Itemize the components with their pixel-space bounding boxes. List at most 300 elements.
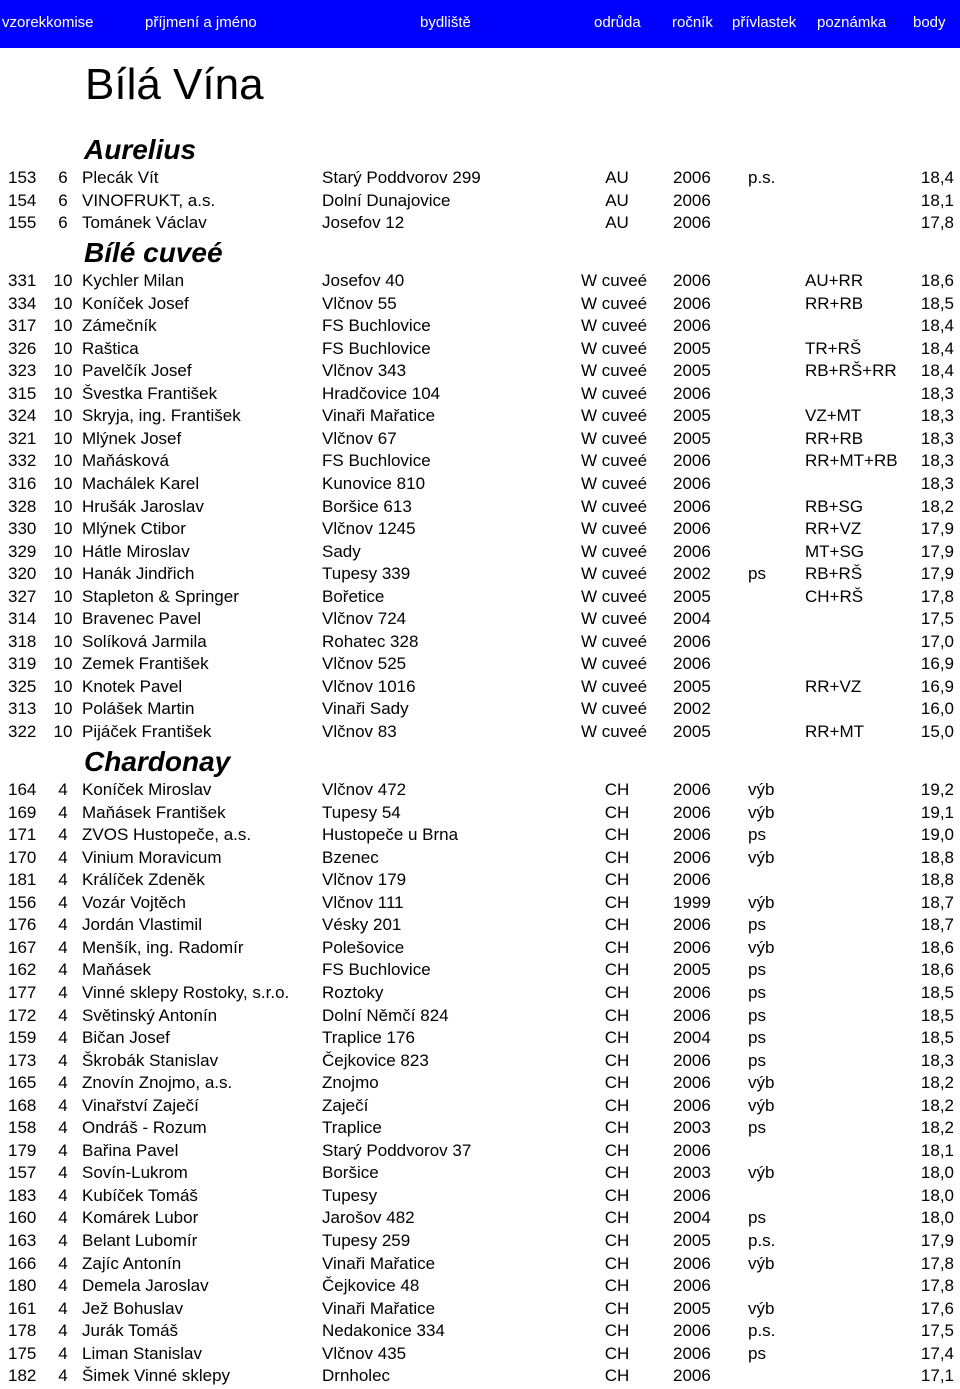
cell-variety: CH bbox=[604, 960, 630, 979]
cell-grower-name: Švestka František bbox=[82, 384, 218, 403]
cell-points: 18,6 bbox=[920, 960, 954, 979]
cell-grower-name: VINOFRUKT, a.s. bbox=[82, 191, 216, 210]
cell-grower-name: Zámečník bbox=[82, 316, 157, 335]
table-row bbox=[0, 1005, 960, 1027]
cell-points: 18,4 bbox=[920, 361, 954, 380]
cell-variety: CH bbox=[604, 1366, 630, 1385]
cell-sample-number: 315 bbox=[8, 384, 37, 403]
cell-vintage: 2005 bbox=[673, 960, 711, 979]
cell-variety: CH bbox=[604, 1141, 630, 1160]
cell-residence: Vinaři Mařatice bbox=[322, 406, 436, 425]
table-row bbox=[0, 608, 960, 630]
cell-residence: Josefov 40 bbox=[322, 271, 405, 290]
cell-vintage: 2005 bbox=[673, 677, 711, 696]
cell-variety: W cuveé bbox=[581, 609, 648, 628]
cell-variety: W cuveé bbox=[581, 632, 648, 651]
cell-residence: Boršice 613 bbox=[322, 497, 412, 516]
cell-sample-number: 164 bbox=[8, 780, 37, 799]
cell-committee: 4 bbox=[58, 1163, 68, 1182]
cell-note: RB+RŠ+RR bbox=[805, 361, 897, 380]
cell-sample-number: 171 bbox=[8, 825, 37, 844]
cell-committee: 10 bbox=[53, 316, 73, 335]
cell-vintage: 2006 bbox=[673, 1344, 711, 1363]
cell-variety: W cuveé bbox=[581, 429, 648, 448]
cell-grower-name: Plecák Vít bbox=[82, 168, 159, 187]
cell-attribute: ps bbox=[748, 960, 766, 979]
cell-committee: 4 bbox=[58, 870, 68, 889]
cell-vintage: 2003 bbox=[673, 1118, 711, 1137]
cell-vintage: 2006 bbox=[673, 519, 711, 538]
cell-grower-name: Skryja, ing. František bbox=[82, 406, 241, 425]
cell-grower-name: Liman Stanislav bbox=[82, 1344, 203, 1363]
cell-variety: W cuveé bbox=[581, 519, 648, 538]
cell-points: 16,9 bbox=[920, 654, 954, 673]
cell-vintage: 2006 bbox=[673, 294, 711, 313]
cell-vintage: 2005 bbox=[673, 429, 711, 448]
cell-sample-number: 169 bbox=[8, 803, 37, 822]
cell-vintage: 2005 bbox=[673, 1231, 711, 1250]
cell-committee: 10 bbox=[53, 542, 73, 561]
cell-sample-number: 157 bbox=[8, 1163, 37, 1182]
cell-sample-number: 321 bbox=[8, 429, 37, 448]
cell-vintage: 2006 bbox=[673, 938, 711, 957]
cell-points: 18,4 bbox=[920, 168, 954, 187]
cell-committee: 4 bbox=[58, 960, 68, 979]
cell-attribute: ps bbox=[748, 1344, 766, 1363]
cell-vintage: 2006 bbox=[673, 451, 711, 470]
cell-vintage: 2006 bbox=[673, 915, 711, 934]
cell-committee: 4 bbox=[58, 1051, 68, 1070]
cell-vintage: 2006 bbox=[673, 168, 711, 187]
cell-attribute: ps bbox=[748, 1006, 766, 1025]
cell-sample-number: 155 bbox=[8, 213, 37, 232]
cell-points: 18,5 bbox=[920, 294, 954, 313]
cell-sample-number: 168 bbox=[8, 1096, 37, 1115]
table-row bbox=[0, 1320, 960, 1342]
cell-grower-name: Knotek Pavel bbox=[82, 677, 183, 696]
cell-note: RB+SG bbox=[805, 497, 864, 516]
header-col-residence: bydliště bbox=[420, 14, 471, 31]
cell-grower-name: Králíček Zdeněk bbox=[82, 870, 205, 889]
cell-committee: 10 bbox=[53, 361, 73, 380]
cell-grower-name: Stapleton & Springer bbox=[82, 587, 239, 606]
cell-committee: 4 bbox=[58, 1344, 68, 1363]
cell-residence: Drnholec bbox=[322, 1366, 391, 1385]
cell-points: 18,2 bbox=[920, 1096, 954, 1115]
table-row bbox=[0, 293, 960, 315]
cell-vintage: 2006 bbox=[673, 474, 711, 493]
table-row bbox=[0, 405, 960, 427]
cell-variety: CH bbox=[604, 1073, 630, 1092]
cell-sample-number: 170 bbox=[8, 848, 37, 867]
table-row bbox=[0, 190, 960, 212]
cell-variety: W cuveé bbox=[581, 406, 648, 425]
cell-variety: W cuveé bbox=[581, 542, 648, 561]
cell-vintage: 2006 bbox=[673, 825, 711, 844]
cell-residence: Znojmo bbox=[322, 1073, 379, 1092]
cell-vintage: 2006 bbox=[673, 497, 711, 516]
cell-committee: 10 bbox=[53, 564, 73, 583]
cell-grower-name: Koníček Josef bbox=[82, 294, 189, 313]
cell-sample-number: 319 bbox=[8, 654, 37, 673]
cell-grower-name: Pijáček František bbox=[82, 722, 212, 741]
cell-sample-number: 182 bbox=[8, 1366, 37, 1385]
cell-vintage: 2006 bbox=[673, 1141, 711, 1160]
cell-sample-number: 183 bbox=[8, 1186, 37, 1205]
cell-sample-number: 318 bbox=[8, 632, 37, 651]
cell-points: 17,8 bbox=[920, 1276, 954, 1295]
cell-residence: Dolní Dunajovice bbox=[322, 191, 451, 210]
cell-vintage: 2005 bbox=[673, 1299, 711, 1318]
cell-committee: 10 bbox=[53, 429, 73, 448]
cell-vintage: 2006 bbox=[673, 848, 711, 867]
cell-sample-number: 172 bbox=[8, 1006, 37, 1025]
cell-sample-number: 329 bbox=[8, 542, 37, 561]
cell-variety: W cuveé bbox=[581, 316, 648, 335]
cell-residence: Čejkovice 823 bbox=[322, 1051, 429, 1070]
cell-grower-name: Machálek Karel bbox=[82, 474, 200, 493]
cell-points: 16,0 bbox=[920, 699, 954, 718]
cell-variety: AU bbox=[605, 213, 629, 232]
cell-residence: Roztoky bbox=[322, 983, 384, 1002]
cell-vintage: 2006 bbox=[673, 1366, 711, 1385]
cell-grower-name: Tománek Václav bbox=[82, 213, 207, 232]
table-row bbox=[0, 338, 960, 360]
cell-residence: Tupesy bbox=[322, 1186, 378, 1205]
table-row bbox=[0, 1230, 960, 1252]
cell-vintage: 2004 bbox=[673, 609, 711, 628]
cell-vintage: 2006 bbox=[673, 1006, 711, 1025]
cell-committee: 4 bbox=[58, 1118, 68, 1137]
cell-residence: Tupesy 54 bbox=[322, 803, 401, 822]
cell-committee: 10 bbox=[53, 384, 73, 403]
cell-points: 17,0 bbox=[920, 632, 954, 651]
cell-committee: 10 bbox=[53, 632, 73, 651]
cell-variety: W cuveé bbox=[581, 699, 648, 718]
cell-variety: CH bbox=[604, 893, 630, 912]
cell-residence: Vlčnov 435 bbox=[322, 1344, 407, 1363]
cell-vintage: 2006 bbox=[673, 1051, 711, 1070]
cell-sample-number: 180 bbox=[8, 1276, 37, 1295]
cell-attribute: výb bbox=[748, 893, 775, 912]
cell-vintage: 2006 bbox=[673, 1073, 711, 1092]
table-row bbox=[0, 450, 960, 472]
cell-note: CH+RŠ bbox=[805, 587, 864, 606]
cell-vintage: 2006 bbox=[673, 542, 711, 561]
section-heading: Bílé cuveé bbox=[84, 237, 223, 268]
cell-attribute: p.s. bbox=[748, 168, 776, 187]
cell-variety: W cuveé bbox=[581, 361, 648, 380]
cell-vintage: 2006 bbox=[673, 213, 711, 232]
cell-points: 17,8 bbox=[920, 1254, 954, 1273]
cell-vintage: 2006 bbox=[673, 1186, 711, 1205]
table-row bbox=[0, 473, 960, 495]
cell-committee: 4 bbox=[58, 893, 68, 912]
cell-residence: Vinaři Mařatice bbox=[322, 1254, 436, 1273]
cell-points: 18,3 bbox=[920, 1051, 954, 1070]
cell-committee: 4 bbox=[58, 1096, 68, 1115]
table-row bbox=[0, 212, 960, 234]
table-row bbox=[0, 518, 960, 540]
cell-sample-number: 153 bbox=[8, 168, 37, 187]
cell-note: MT+SG bbox=[805, 542, 865, 561]
cell-note: RR+MT+RB bbox=[805, 451, 898, 470]
cell-residence: Sady bbox=[322, 542, 361, 561]
cell-attribute: výb bbox=[748, 848, 775, 867]
cell-vintage: 2006 bbox=[673, 803, 711, 822]
cell-sample-number: 330 bbox=[8, 519, 37, 538]
table-row bbox=[0, 270, 960, 292]
cell-grower-name: Menšík, ing. Radomír bbox=[82, 938, 244, 957]
cell-note: RR+VZ bbox=[805, 677, 862, 696]
cell-variety: CH bbox=[604, 848, 630, 867]
cell-grower-name: Mlýnek Josef bbox=[82, 429, 182, 448]
cell-sample-number: 173 bbox=[8, 1051, 37, 1070]
cell-residence: Josefov 12 bbox=[322, 213, 405, 232]
cell-residence: Polešovice bbox=[322, 938, 405, 957]
cell-points: 18,3 bbox=[920, 384, 954, 403]
cell-variety: W cuveé bbox=[581, 654, 648, 673]
table-row bbox=[0, 721, 960, 743]
cell-attribute: p.s. bbox=[748, 1231, 776, 1250]
cell-grower-name: Hátle Miroslav bbox=[82, 542, 190, 561]
cell-grower-name: Kubíček Tomáš bbox=[82, 1186, 198, 1205]
cell-vintage: 2005 bbox=[673, 406, 711, 425]
cell-grower-name: Kychler Milan bbox=[82, 271, 185, 290]
cell-variety: AU bbox=[605, 191, 629, 210]
cell-residence: Vésky 201 bbox=[322, 915, 402, 934]
cell-sample-number: 159 bbox=[8, 1028, 37, 1047]
cell-points: 15,0 bbox=[920, 722, 954, 741]
cell-variety: CH bbox=[604, 983, 630, 1002]
cell-vintage: 2002 bbox=[673, 699, 711, 718]
cell-committee: 4 bbox=[58, 983, 68, 1002]
page-title: Bílá Vína bbox=[85, 60, 264, 109]
cell-sample-number: 161 bbox=[8, 1299, 37, 1318]
cell-note: AU+RR bbox=[805, 271, 864, 290]
cell-residence: Traplice 176 bbox=[322, 1028, 415, 1047]
cell-grower-name: Raštica bbox=[82, 339, 139, 358]
table-row bbox=[0, 1365, 960, 1387]
cell-variety: CH bbox=[604, 1344, 630, 1363]
cell-points: 18,2 bbox=[920, 497, 954, 516]
cell-committee: 4 bbox=[58, 1276, 68, 1295]
cell-vintage: 2006 bbox=[673, 1254, 711, 1273]
cell-residence: Kunovice 810 bbox=[322, 474, 426, 493]
cell-points: 18,5 bbox=[920, 1006, 954, 1025]
cell-vintage: 2005 bbox=[673, 361, 711, 380]
cell-grower-name: Světinský Antonín bbox=[82, 1006, 218, 1025]
cell-residence: Bzenec bbox=[322, 848, 379, 867]
table-row bbox=[0, 779, 960, 801]
cell-variety: CH bbox=[604, 1163, 630, 1182]
cell-points: 18,2 bbox=[920, 1118, 954, 1137]
cell-residence: Nedakonice 334 bbox=[322, 1321, 445, 1340]
cell-committee: 4 bbox=[58, 1321, 68, 1340]
table-row bbox=[0, 959, 960, 981]
cell-variety: CH bbox=[604, 1208, 630, 1227]
cell-sample-number: 326 bbox=[8, 339, 37, 358]
cell-variety: CH bbox=[604, 780, 630, 799]
cell-committee: 10 bbox=[53, 677, 73, 696]
cell-residence: Vlčnov 83 bbox=[322, 722, 397, 741]
cell-committee: 4 bbox=[58, 1254, 68, 1273]
cell-committee: 10 bbox=[53, 722, 73, 741]
cell-sample-number: 316 bbox=[8, 474, 37, 493]
table-row bbox=[0, 428, 960, 450]
cell-variety: CH bbox=[604, 1321, 630, 1340]
table-row bbox=[0, 586, 960, 608]
cell-variety: W cuveé bbox=[581, 451, 648, 470]
cell-residence: Vlčnov 1016 bbox=[322, 677, 416, 696]
cell-attribute: ps bbox=[748, 1028, 766, 1047]
cell-sample-number: 154 bbox=[8, 191, 37, 210]
cell-sample-number: 167 bbox=[8, 938, 37, 957]
cell-points: 18,8 bbox=[920, 870, 954, 889]
cell-variety: CH bbox=[604, 1096, 630, 1115]
table-row bbox=[0, 676, 960, 698]
cell-grower-name: ZVOS Hustopeče, a.s. bbox=[82, 825, 252, 844]
header-col-attribute: přívlastek bbox=[732, 14, 797, 31]
cell-variety: CH bbox=[604, 915, 630, 934]
cell-points: 18,6 bbox=[920, 271, 954, 290]
table-row bbox=[0, 315, 960, 337]
cell-sample-number: 177 bbox=[8, 983, 37, 1002]
section-heading: Aurelius bbox=[84, 134, 197, 165]
cell-sample-number: 317 bbox=[8, 316, 37, 335]
cell-grower-name: Hanák Jindřich bbox=[82, 564, 195, 583]
cell-vintage: 2006 bbox=[673, 191, 711, 210]
cell-committee: 4 bbox=[58, 1366, 68, 1385]
cell-variety: CH bbox=[604, 1186, 630, 1205]
cell-sample-number: 314 bbox=[8, 609, 37, 628]
cell-variety: W cuveé bbox=[581, 722, 648, 741]
table-row bbox=[0, 541, 960, 563]
cell-residence: Vlčnov 1245 bbox=[322, 519, 416, 538]
table-row bbox=[0, 496, 960, 518]
header-col-vintage: ročník bbox=[672, 14, 713, 31]
cell-residence: FS Buchlovice bbox=[322, 339, 431, 358]
cell-sample-number: 160 bbox=[8, 1208, 37, 1227]
cell-points: 18,5 bbox=[920, 1028, 954, 1047]
cell-vintage: 2004 bbox=[673, 1208, 711, 1227]
cell-variety: W cuveé bbox=[581, 294, 648, 313]
table-row bbox=[0, 698, 960, 720]
cell-committee: 4 bbox=[58, 1028, 68, 1047]
cell-vintage: 2006 bbox=[673, 632, 711, 651]
header-col-points: body bbox=[913, 14, 946, 31]
cell-variety: W cuveé bbox=[581, 339, 648, 358]
cell-variety: CH bbox=[604, 1006, 630, 1025]
cell-variety: CH bbox=[604, 825, 630, 844]
cell-attribute: výb bbox=[748, 1299, 775, 1318]
table-row bbox=[0, 1072, 960, 1094]
cell-residence: Vinaři Mařatice bbox=[322, 1299, 436, 1318]
cell-variety: CH bbox=[604, 1276, 630, 1295]
cell-sample-number: 320 bbox=[8, 564, 37, 583]
cell-points: 17,8 bbox=[920, 213, 954, 232]
cell-committee: 4 bbox=[58, 825, 68, 844]
table-row bbox=[0, 847, 960, 869]
cell-committee: 10 bbox=[53, 587, 73, 606]
cell-sample-number: 176 bbox=[8, 915, 37, 934]
cell-points: 17,1 bbox=[920, 1366, 954, 1385]
cell-points: 17,5 bbox=[920, 1321, 954, 1340]
header-col-sample: vzorek bbox=[2, 14, 47, 31]
cell-points: 18,4 bbox=[920, 339, 954, 358]
table-row bbox=[0, 1298, 960, 1320]
cell-grower-name: Znovín Znojmo, a.s. bbox=[82, 1073, 233, 1092]
cell-variety: W cuveé bbox=[581, 587, 648, 606]
cell-vintage: 2006 bbox=[673, 654, 711, 673]
cell-residence: Dolní Němčí 824 bbox=[322, 1006, 449, 1025]
cell-points: 17,6 bbox=[920, 1299, 954, 1318]
table-row bbox=[0, 869, 960, 891]
cell-variety: CH bbox=[604, 1231, 630, 1250]
cell-grower-name: Zemek František bbox=[82, 654, 209, 673]
table-row bbox=[0, 563, 960, 585]
table-row bbox=[0, 653, 960, 675]
cell-grower-name: Komárek Lubor bbox=[82, 1208, 199, 1227]
cell-grower-name: Zajíc Antonín bbox=[82, 1254, 182, 1273]
cell-attribute: výb bbox=[748, 938, 775, 957]
cell-grower-name: Pavelčík Josef bbox=[82, 361, 192, 380]
cell-points: 19,0 bbox=[920, 825, 954, 844]
cell-residence: Vlčnov 472 bbox=[322, 780, 407, 799]
cell-committee: 10 bbox=[53, 294, 73, 313]
cell-committee: 10 bbox=[53, 406, 73, 425]
cell-attribute: ps bbox=[748, 825, 766, 844]
cell-committee: 4 bbox=[58, 1073, 68, 1092]
cell-committee: 4 bbox=[58, 1231, 68, 1250]
cell-vintage: 2005 bbox=[673, 722, 711, 741]
cell-residence: Vlčnov 724 bbox=[322, 609, 407, 628]
cell-variety: CH bbox=[604, 803, 630, 822]
cell-residence: Starý Poddvorov 37 bbox=[322, 1141, 472, 1160]
table-row bbox=[0, 167, 960, 189]
cell-committee: 10 bbox=[53, 451, 73, 470]
cell-residence: Tupesy 259 bbox=[322, 1231, 411, 1250]
cell-residence: FS Buchlovice bbox=[322, 451, 431, 470]
table-row bbox=[0, 1095, 960, 1117]
cell-grower-name: Maňásková bbox=[82, 451, 169, 470]
cell-vintage: 2006 bbox=[673, 316, 711, 335]
header-col-variety: odrůda bbox=[594, 14, 641, 31]
cell-grower-name: Jež Bohuslav bbox=[82, 1299, 184, 1318]
cell-points: 18,1 bbox=[920, 191, 954, 210]
cell-variety: W cuveé bbox=[581, 564, 648, 583]
cell-vintage: 2005 bbox=[673, 587, 711, 606]
cell-residence: Jarošov 482 bbox=[322, 1208, 415, 1227]
cell-points: 18,6 bbox=[920, 938, 954, 957]
cell-variety: W cuveé bbox=[581, 384, 648, 403]
table-row bbox=[0, 937, 960, 959]
cell-vintage: 2006 bbox=[673, 384, 711, 403]
cell-points: 18,0 bbox=[920, 1186, 954, 1205]
cell-note: VZ+MT bbox=[805, 406, 862, 425]
cell-residence: Vlčnov 55 bbox=[322, 294, 397, 313]
cell-residence: Vlčnov 343 bbox=[322, 361, 407, 380]
cell-attribute: výb bbox=[748, 780, 775, 799]
header-col-committee: komise bbox=[46, 14, 94, 31]
cell-variety: W cuveé bbox=[581, 271, 648, 290]
cell-committee: 10 bbox=[53, 654, 73, 673]
cell-points: 18,2 bbox=[920, 1073, 954, 1092]
cell-points: 18,8 bbox=[920, 848, 954, 867]
table-row bbox=[0, 1117, 960, 1139]
cell-points: 17,4 bbox=[920, 1344, 954, 1363]
header-col-name: příjmení a jméno bbox=[145, 14, 257, 31]
